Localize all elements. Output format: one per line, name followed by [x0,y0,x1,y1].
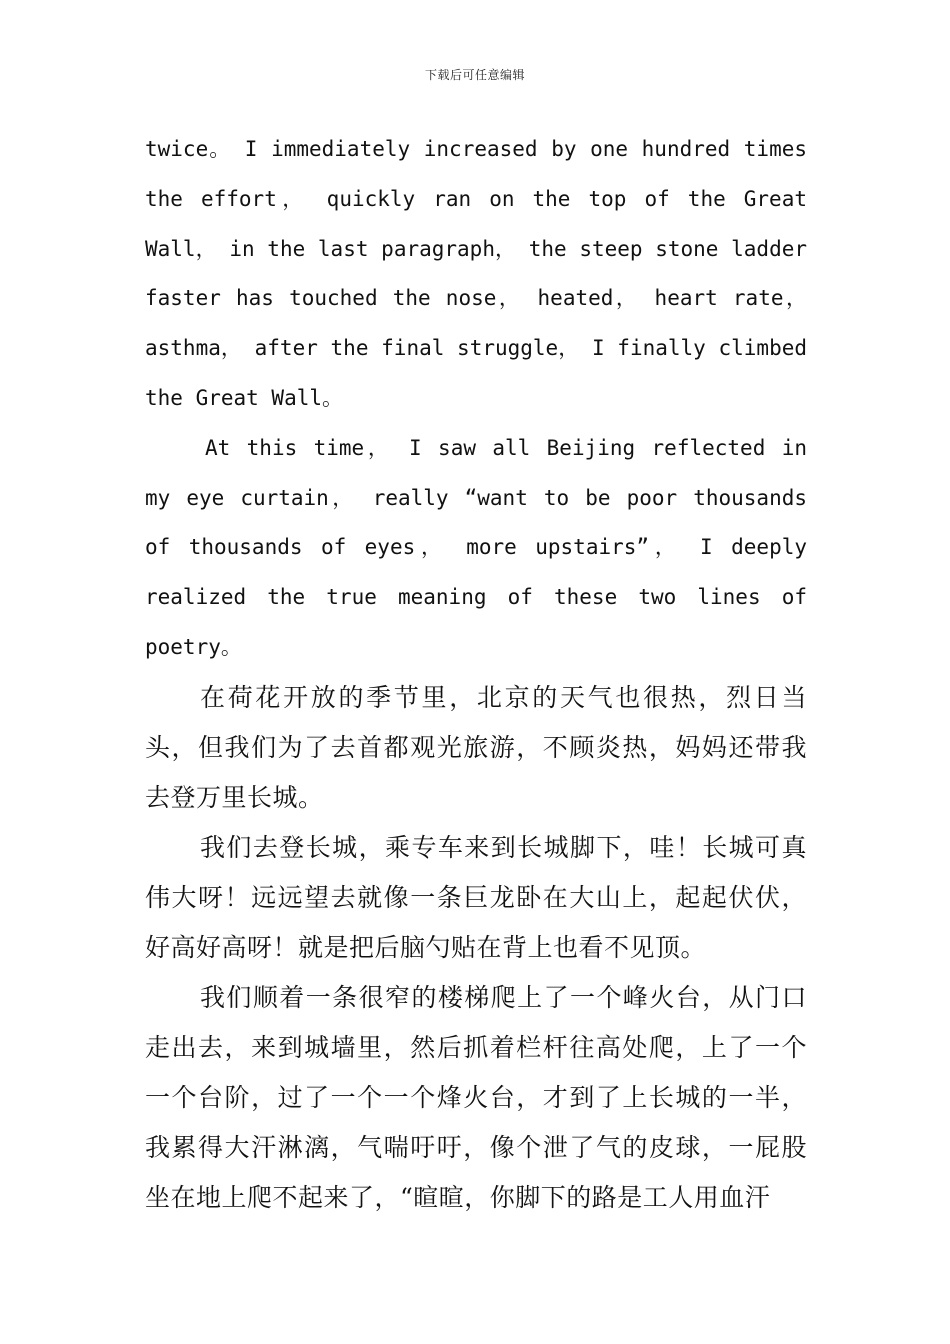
chinese-paragraph-3: 我们顺着一条很窄的楼梯爬上了一个峰火台，从门口走出去，来到城墙里，然后抓着栏杆往高处爬，上了一个一个台阶，过了一个一个烽火台，才到了上长城的一半，我累得大汗淋漓，气喘吁吁，像个泄了气的皮球，一屁股坐在地上爬不起来了，“暄暄，你脚下的路是工人用血汗 [145,983,807,1212]
chinese-paragraph-2: 我们去登长城，乘专车来到长城脚下，哇！长城可真伟大呀！远远望去就像一条巨龙卧在大山上，起起伏伏，好高好高呀！就是把后脑勺贴在背上也看不见顶。 [145,833,807,962]
chinese-text-block [145,673,807,1223]
page-header: 下载后可任意编辑 [424,68,525,82]
english-paragraph-2: At this time， I saw all Beijing reflected in my eye curtain， really “want to be poor thousands of thousands of eyes， more upstairs”， I deeply realized the true meaning of these two lines of poetry。 [145,435,807,659]
english-paragraph-1: twice。 I immediately increased by one hundred times the effort， quickly ran on the top of the Great Wall， in the last paragraph， the steep stone ladder faster has touched the nose， heated， heart rate， asthma， after the final struggle， I finally climbed the Great Wall。 [145,137,807,410]
chinese-paragraph-1: 在荷花开放的季节里，北京的天气也很热，烈日当头，但我们为了去首都观光旅游，不顾炎热，妈妈还带我去登万里长城。 [145,683,807,812]
english-text-block [145,125,807,673]
